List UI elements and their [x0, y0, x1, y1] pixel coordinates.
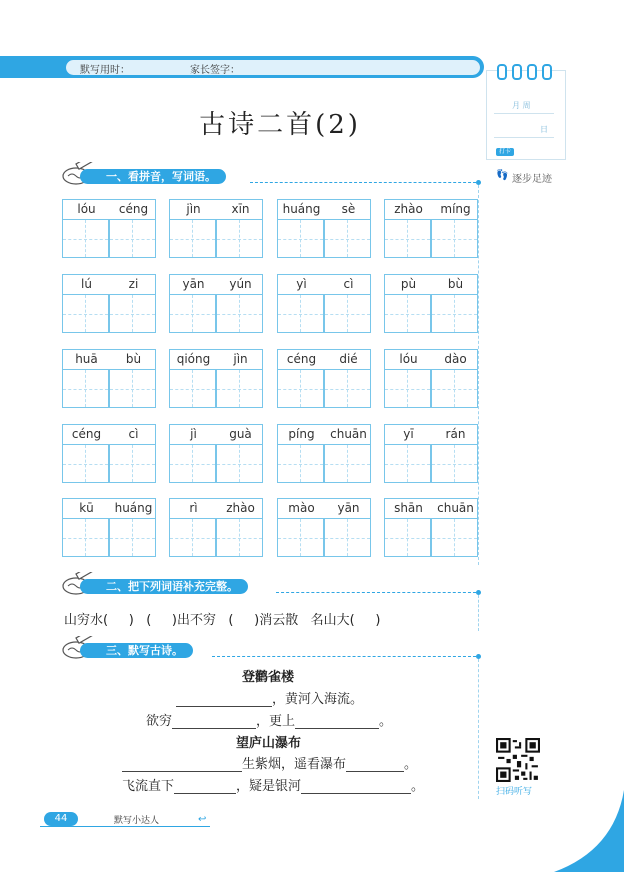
guide-line: [347, 370, 348, 407]
poem-text: 。: [404, 757, 418, 772]
word-writing-cell: [62, 349, 156, 408]
guide-line: [192, 370, 193, 407]
poem-blank[interactable]: [346, 759, 404, 772]
pinyin-row: [384, 274, 478, 294]
pinyin-row: [277, 349, 371, 369]
qr-label: 扫码听写: [496, 787, 533, 797]
section3-header: 三、默写古诗。: [80, 643, 193, 658]
pinyin-syllable: rán: [445, 427, 466, 441]
pinyin-syllable: lóu: [77, 202, 96, 216]
signature-label: 家长签字：: [190, 65, 240, 76]
word-writing-cell: [277, 424, 371, 483]
pinyin-row: [277, 498, 371, 518]
guide-line: [300, 519, 301, 556]
word-writing-cell: [62, 424, 156, 483]
pinyin-syllable: céng: [118, 202, 149, 216]
guide-line: [347, 220, 348, 257]
pinyin-row: [384, 498, 478, 518]
guide-line: [407, 370, 408, 407]
guide-line: [192, 445, 193, 482]
guide-line: [239, 220, 240, 257]
guide-line: [454, 370, 455, 407]
character-box[interactable]: [109, 294, 156, 333]
section-side-line: [478, 595, 479, 631]
word-writing-cell: [384, 199, 478, 258]
character-box[interactable]: [277, 444, 324, 483]
poem-blank[interactable]: [176, 694, 272, 707]
poem2-line1: [122, 753, 417, 772]
pinyin-syllable: bù: [447, 277, 464, 291]
section-divider: [276, 592, 476, 594]
book-title: 默写小达人: [114, 816, 160, 826]
pinyin-row: [62, 424, 156, 444]
guide-line: [132, 220, 133, 257]
character-box[interactable]: [384, 444, 431, 483]
character-box[interactable]: [216, 219, 263, 258]
pinyin-syllable: zi: [128, 277, 139, 291]
pinyin-syllable: mào: [288, 501, 315, 515]
word-writing-cell: [62, 274, 156, 333]
calendar-ring-icon: [527, 64, 537, 80]
pinyin-row: [384, 349, 478, 369]
word-writing-cell: [169, 199, 263, 258]
page-number: 44: [44, 812, 78, 826]
guide-line: [85, 445, 86, 482]
word-writing-cell: [169, 274, 263, 333]
section2-header: 二、把下列词语补充完整。: [80, 579, 248, 594]
pinyin-syllable: jìn: [186, 202, 201, 216]
guide-line: [85, 295, 86, 332]
character-box[interactable]: [431, 369, 478, 408]
section-side-line: [478, 659, 479, 799]
character-box[interactable]: [169, 369, 216, 408]
pinyin-syllable: pù: [400, 277, 417, 291]
checkin-badge[interactable]: 打卡: [496, 148, 514, 156]
guide-line: [192, 295, 193, 332]
character-box[interactable]: [216, 518, 263, 557]
guide-line: [300, 370, 301, 407]
character-box[interactable]: [109, 369, 156, 408]
page-title: 古诗二首(2): [199, 110, 361, 140]
word-writing-cell: [62, 199, 156, 258]
word-writing-cell: [384, 349, 478, 408]
word-writing-cell: [277, 498, 371, 557]
progress-label: 逐步足迹: [512, 174, 552, 185]
character-box[interactable]: [277, 219, 324, 258]
pinyin-syllable: cì: [128, 427, 139, 441]
poem-blank[interactable]: [174, 781, 236, 794]
pinyin-syllable: chuān: [330, 427, 367, 441]
page-corner-decoration: [554, 790, 624, 872]
poem-blank[interactable]: [172, 716, 256, 729]
pinyin-row: [169, 199, 263, 219]
character-box[interactable]: [169, 294, 216, 333]
character-box[interactable]: [431, 219, 478, 258]
guide-line: [85, 370, 86, 407]
footprint-icon: 👣: [496, 170, 509, 181]
guide-line: [239, 295, 240, 332]
pinyin-syllable: jìn: [233, 352, 248, 366]
idiom-fill-in[interactable]: 山穷水( ) ( )出不穷 ( )消云散 名山大( ): [64, 613, 381, 628]
poem-text: ，疑是银河: [236, 779, 302, 794]
pinyin-syllable: céng: [71, 427, 102, 441]
pinyin-syllable: yī: [403, 427, 414, 441]
pinyin-row: [169, 274, 263, 294]
pinyin-syllable: chuān: [437, 501, 474, 515]
calendar-day: 日: [540, 125, 548, 134]
pinyin-row: [169, 424, 263, 444]
character-box[interactable]: [109, 518, 156, 557]
pinyin-syllable: dié: [339, 352, 358, 366]
pinyin-syllable: sè: [341, 202, 356, 216]
calendar-ring-icon: [512, 64, 522, 80]
character-box[interactable]: [324, 219, 371, 258]
character-box[interactable]: [62, 444, 109, 483]
pinyin-syllable: yān: [182, 277, 205, 291]
word-writing-cell: [277, 274, 371, 333]
calendar-ring-icon: [542, 64, 552, 80]
guide-line: [132, 295, 133, 332]
poem-text: 飞流直下: [122, 779, 175, 794]
pinyin-row: [277, 424, 371, 444]
guide-line: [85, 220, 86, 257]
character-box[interactable]: [169, 219, 216, 258]
calendar-month-week: 月 周: [512, 101, 531, 110]
word-writing-cell: [277, 349, 371, 408]
character-box[interactable]: [324, 369, 371, 408]
guide-line: [454, 220, 455, 257]
character-box[interactable]: [62, 369, 109, 408]
character-box[interactable]: [324, 518, 371, 557]
guide-line: [239, 519, 240, 556]
word-writing-cell: [169, 349, 263, 408]
poem-text: ，黄河入海流。: [272, 692, 364, 707]
guide-line: [132, 445, 133, 482]
character-box[interactable]: [384, 369, 431, 408]
character-box[interactable]: [384, 294, 431, 333]
character-box[interactable]: [431, 518, 478, 557]
pinyin-syllable: lóu: [399, 352, 418, 366]
pinyin-row: [384, 199, 478, 219]
character-box[interactable]: [324, 294, 371, 333]
section1-header: 一、看拼音，写词语。: [80, 169, 226, 184]
section-divider: [250, 182, 476, 184]
guide-line: [132, 519, 133, 556]
pinyin-syllable: jì: [190, 427, 197, 441]
guide-line: [239, 370, 240, 407]
character-box[interactable]: [216, 369, 263, 408]
character-box[interactable]: [384, 219, 431, 258]
return-arrow-icon: ↩: [198, 814, 207, 825]
pinyin-row: [169, 349, 263, 369]
pinyin-syllable: qióng: [176, 352, 211, 366]
poem-blank[interactable]: [301, 781, 411, 794]
pinyin-row: [62, 274, 156, 294]
poem2-line2: [122, 775, 424, 794]
guide-line: [132, 370, 133, 407]
character-box[interactable]: [62, 518, 109, 557]
word-writing-cell: [62, 498, 156, 557]
word-writing-cell: [169, 424, 263, 483]
pinyin-row: [169, 498, 263, 518]
guide-line: [454, 519, 455, 556]
pinyin-row: [277, 274, 371, 294]
poem1-line1: [176, 688, 363, 707]
character-box[interactable]: [62, 219, 109, 258]
word-writing-cell: [384, 424, 478, 483]
poem-text: ，更上: [256, 714, 296, 729]
poem1-title: 登鹳雀楼: [242, 670, 295, 685]
pinyin-row: [384, 424, 478, 444]
pinyin-syllable: zhào: [226, 501, 255, 515]
pinyin-syllable: zhào: [394, 202, 423, 216]
poem-blank[interactable]: [295, 716, 379, 729]
pinyin-syllable: kū: [79, 501, 94, 515]
guide-line: [454, 295, 455, 332]
pinyin-syllable: bù: [125, 352, 142, 366]
guide-line: [407, 445, 408, 482]
poem-text: 。: [379, 714, 393, 729]
character-box[interactable]: [216, 294, 263, 333]
character-box[interactable]: [277, 518, 324, 557]
poem-text: 。: [411, 779, 425, 794]
character-box[interactable]: [62, 294, 109, 333]
guide-line: [85, 519, 86, 556]
guide-line: [300, 445, 301, 482]
guide-line: [347, 295, 348, 332]
character-box[interactable]: [109, 219, 156, 258]
pinyin-row: [62, 349, 156, 369]
pinyin-syllable: huā: [75, 352, 98, 366]
guide-line: [407, 220, 408, 257]
pinyin-syllable: míng: [440, 202, 471, 216]
character-box[interactable]: [169, 518, 216, 557]
poem-text: 欲穷: [146, 714, 173, 729]
pinyin-row: [277, 199, 371, 219]
character-box[interactable]: [169, 444, 216, 483]
character-box[interactable]: [431, 444, 478, 483]
word-writing-cell: [384, 274, 478, 333]
pinyin-syllable: yì: [296, 277, 307, 291]
guide-line: [192, 220, 193, 257]
pinyin-syllable: dào: [444, 352, 467, 366]
pinyin-row: [62, 498, 156, 518]
pinyin-syllable: huáng: [282, 202, 321, 216]
guide-line: [454, 445, 455, 482]
pinyin-syllable: yún: [229, 277, 252, 291]
guide-line: [300, 220, 301, 257]
word-writing-cell: [384, 498, 478, 557]
pinyin-syllable: céng: [286, 352, 317, 366]
pinyin-syllable: huáng: [114, 501, 153, 515]
pinyin-row: [62, 199, 156, 219]
guide-line: [407, 519, 408, 556]
calendar-ring-icon: [497, 64, 507, 80]
pinyin-syllable: guà: [229, 427, 252, 441]
character-box[interactable]: [324, 444, 371, 483]
character-box[interactable]: [384, 518, 431, 557]
character-box[interactable]: [277, 369, 324, 408]
time-label: 默写用时：: [80, 65, 130, 76]
word-writing-cell: [169, 498, 263, 557]
character-box[interactable]: [277, 294, 324, 333]
poem-text: 生紫烟，遥看瀑布: [242, 757, 347, 772]
guide-line: [300, 295, 301, 332]
pinyin-syllable: cì: [343, 277, 354, 291]
qr-code-icon[interactable]: [496, 738, 540, 782]
guide-line: [347, 519, 348, 556]
pinyin-syllable: píng: [288, 427, 315, 441]
pinyin-syllable: lú: [81, 277, 92, 291]
pinyin-syllable: shān: [394, 501, 423, 515]
pinyin-syllable: xīn: [231, 202, 250, 216]
guide-line: [239, 445, 240, 482]
guide-line: [407, 295, 408, 332]
pinyin-syllable: yān: [337, 501, 360, 515]
poem1-line2: [146, 710, 392, 729]
guide-line: [347, 445, 348, 482]
section-divider: [212, 656, 476, 658]
poem2-title: 望庐山瀑布: [236, 736, 302, 751]
word-writing-cell: [277, 199, 371, 258]
poem-blank[interactable]: [122, 759, 242, 772]
character-box[interactable]: [109, 444, 156, 483]
guide-line: [192, 519, 193, 556]
character-box[interactable]: [216, 444, 263, 483]
character-box[interactable]: [431, 294, 478, 333]
pinyin-syllable: rì: [189, 501, 198, 515]
